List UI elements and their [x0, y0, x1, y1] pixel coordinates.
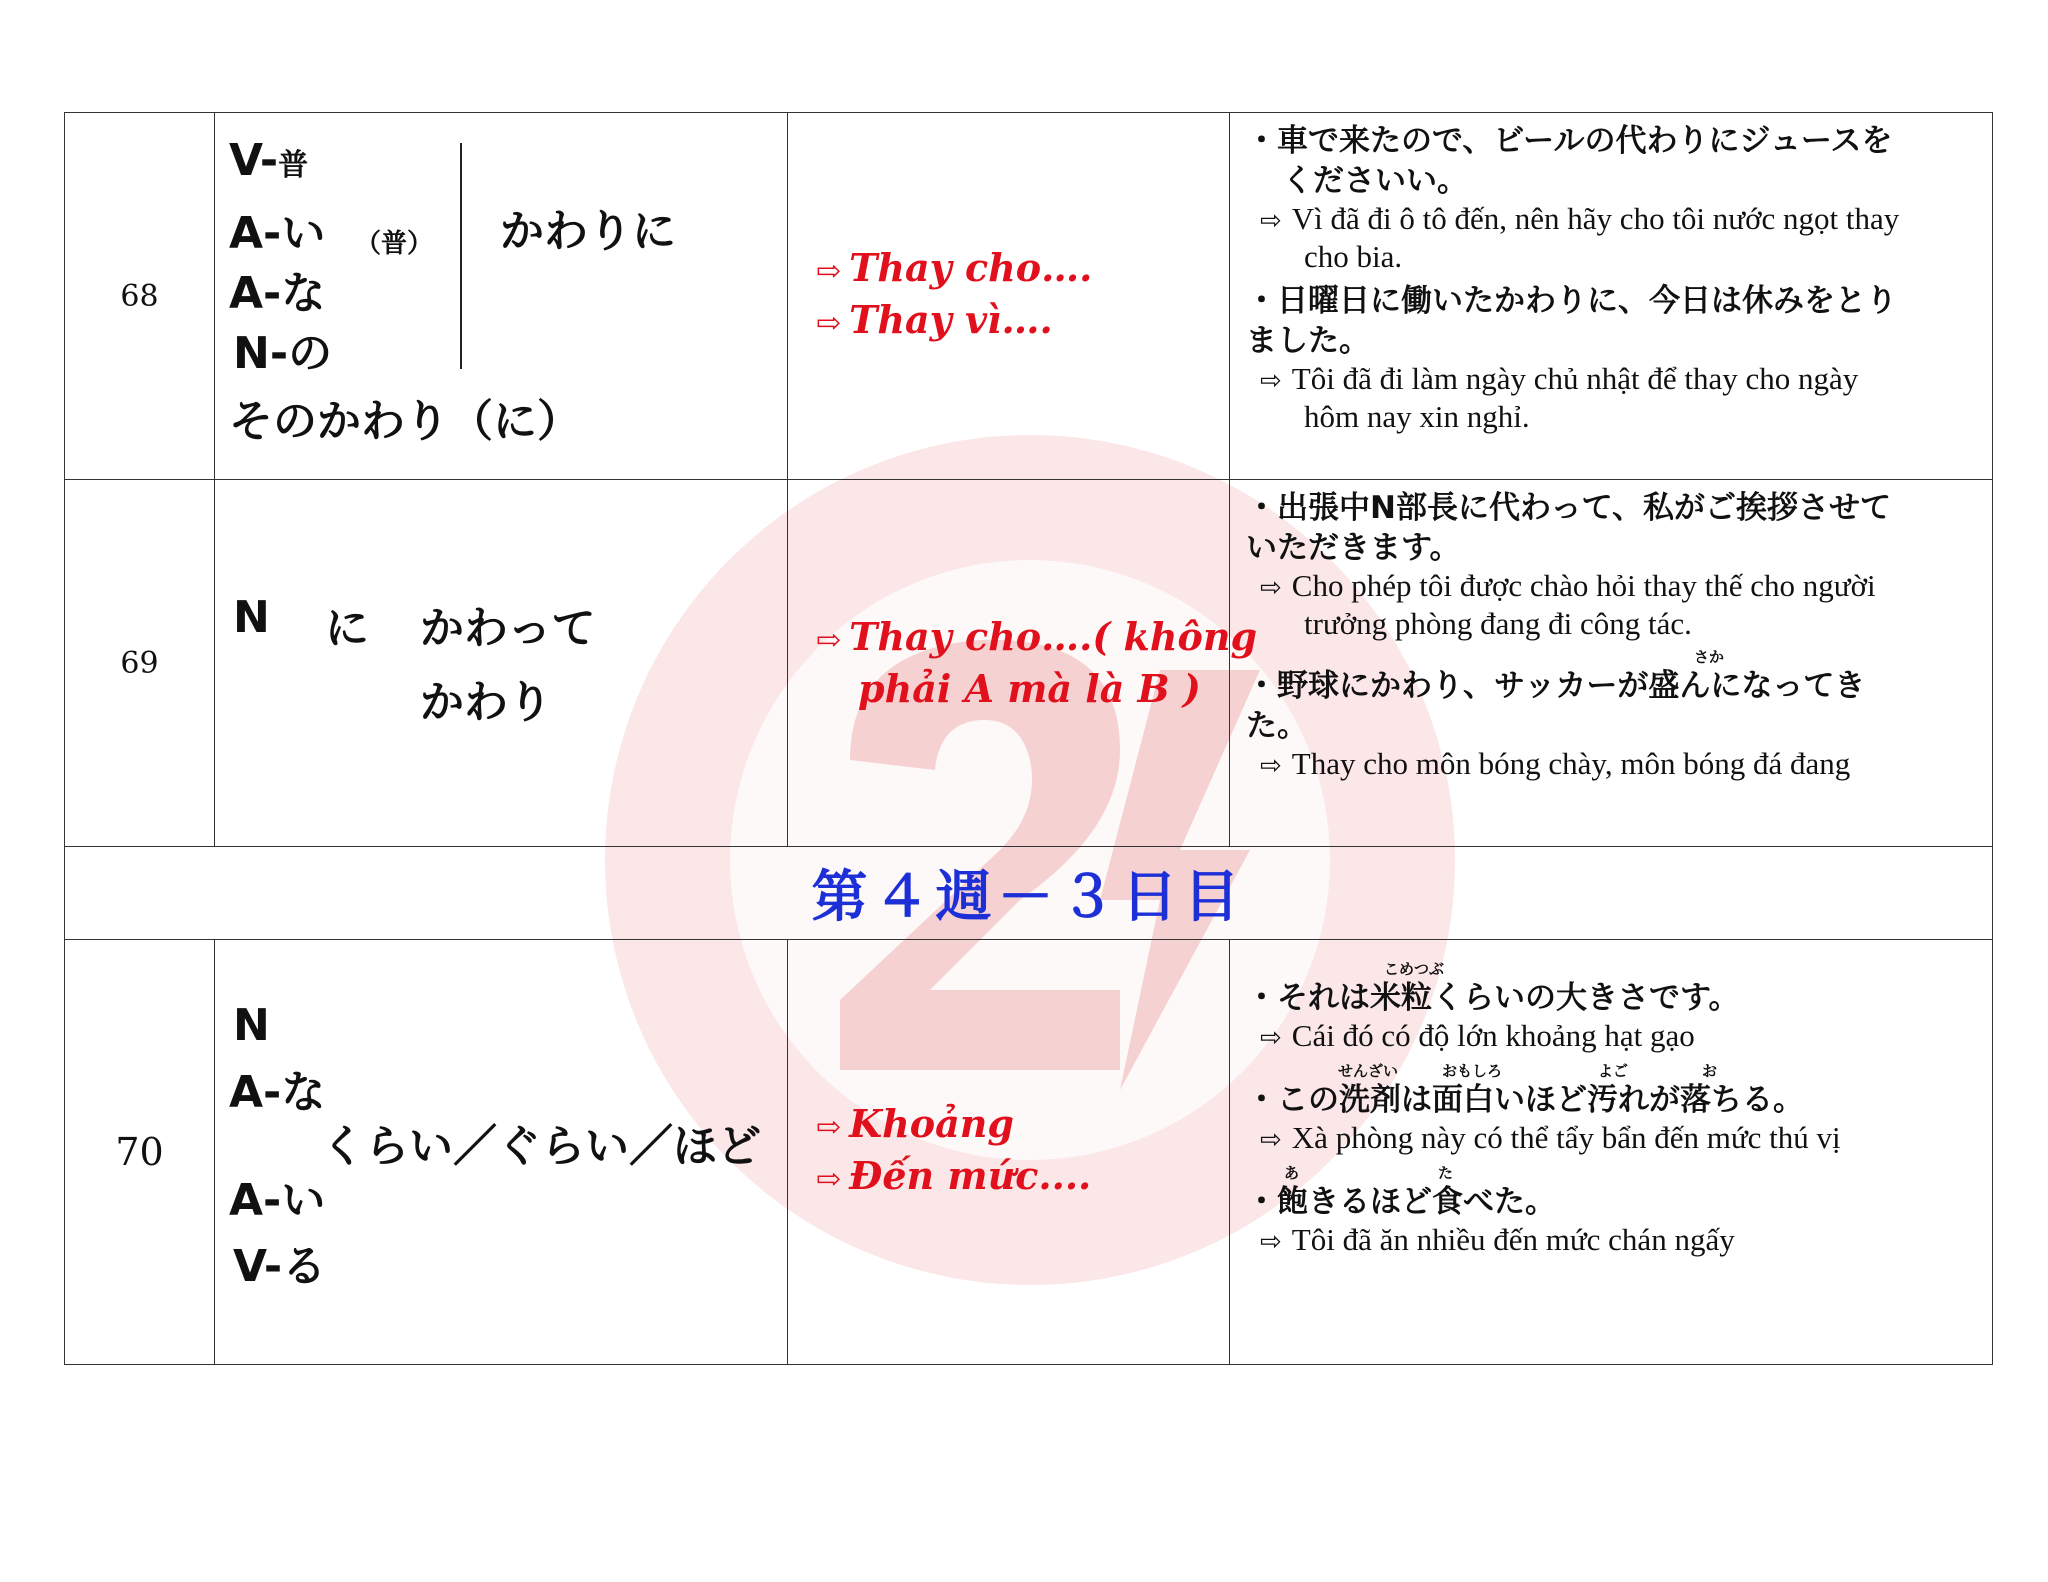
meaning-cell	[788, 113, 1230, 480]
meaning-line: ⇨ Thay cho….	[816, 245, 1093, 290]
grammar-form	[215, 480, 788, 847]
meaning-line: ⇨ Thay cho….( không	[816, 614, 1258, 659]
form-pattern: くらい／ぐらい／ほど	[321, 1121, 761, 1172]
example-vn: ⇨ Cái đó có độ lớn khoảng hạt gạo	[1260, 1018, 1695, 1053]
arrow-icon: ⇨	[1260, 1023, 1282, 1053]
form-line: V-普	[229, 135, 309, 186]
form-line: A-な	[229, 268, 326, 319]
meaning-line: phải A mà là B )	[858, 666, 1201, 711]
examples-cell	[1230, 480, 1993, 847]
form-note: （普）	[355, 229, 434, 259]
arrow-icon: ⇨	[1260, 1227, 1282, 1257]
examples-cell	[1230, 940, 1993, 1365]
arrow-icon: ⇨	[1260, 366, 1282, 396]
meaning-cell	[788, 940, 1230, 1365]
example-vn: ⇨ Xà phòng này có thể tẩy bẩn đến mức thú vị	[1260, 1120, 1841, 1155]
furigana: こめつぶ	[1384, 960, 1445, 978]
form-pattern: かわって	[420, 603, 596, 654]
furigana: せんざい おもしろ よご お	[1338, 1062, 1718, 1080]
arrow-icon: ⇨	[816, 623, 842, 658]
grammar-form	[215, 113, 788, 480]
week-title: 第４週－３日目	[65, 847, 1993, 940]
furigana: あ た	[1284, 1164, 1454, 1182]
meaning-line: ⇨ Đến mức....	[816, 1153, 1092, 1198]
grammar-form	[215, 940, 788, 1365]
example-vn: ⇨ Vì đã đi ô tô đến, nên hãy cho tôi nước ngọt thay cho bia.	[1260, 201, 1900, 274]
arrow-icon: ⇨	[816, 1110, 842, 1145]
arrow-icon: ⇨	[816, 1162, 842, 1197]
form-line: V-る	[233, 1241, 327, 1292]
example-jp: ・車で来たので、ビールの代わりにジュースを	[1246, 123, 1893, 159]
bracket-line	[460, 143, 462, 369]
form-line: N-の	[233, 328, 333, 379]
table-row	[65, 940, 1993, 1365]
arrow-icon: ⇨	[1260, 206, 1282, 236]
example-jp: いただきます。	[1246, 530, 1461, 566]
grammar-table	[64, 112, 1993, 1365]
example-jp: ・日曜日に働いたかわりに、今日は休みをとり	[1246, 283, 1897, 319]
example-vn: ⇨ Tôi đã đi làm ngày chủ nhật để thay cho ngày hôm nay xin nghỉ.	[1260, 361, 1859, 434]
example-jp: ・野球にかわり、サッカーが盛んになってき	[1246, 668, 1866, 704]
form-noun: N	[233, 592, 270, 643]
form-line: N	[233, 1000, 270, 1051]
table-row	[65, 480, 1993, 847]
row-number: 68	[65, 113, 215, 480]
form-line: A-い	[229, 1175, 326, 1226]
example-jp: ・出張中N部長に代わって、私がご挨拶させて	[1246, 490, 1892, 526]
example-jp: ・飽きるほど食べた。	[1246, 1184, 1556, 1220]
meaning-line: ⇨ Thay vì….	[816, 297, 1053, 342]
week-header-row	[65, 847, 1993, 940]
form-pattern: かわりに	[500, 206, 676, 257]
arrow-icon: ⇨	[1260, 1125, 1282, 1155]
arrow-icon: ⇨	[1260, 751, 1282, 781]
example-jp: ・それは米粒くらいの大きさです。	[1246, 980, 1740, 1016]
arrow-icon: ⇨	[816, 254, 842, 289]
meaning-line: ⇨ Khoảng	[816, 1101, 1014, 1146]
example-vn: ⇨ Cho phép tôi được chào hỏi thay thế cho người trưởng phòng đang đi công tác.	[1260, 568, 1876, 641]
row-number: 69	[65, 480, 215, 847]
form-line: A-な	[229, 1067, 326, 1118]
example-vn: ⇨ Tôi đã ăn nhiều đến mức chán ngấy	[1260, 1222, 1735, 1257]
form-alt-pattern: そのかわり（に）	[229, 396, 581, 447]
arrow-icon: ⇨	[816, 306, 842, 341]
example-jp: ました。	[1246, 323, 1370, 359]
table-row	[65, 113, 1993, 480]
form-line: A-い	[229, 208, 326, 259]
example-vn: ⇨ Thay cho môn bóng chày, môn bóng đá đang	[1260, 746, 1851, 781]
form-particle: に	[325, 603, 369, 654]
example-jp: ・この洗剤は面白いほど汚れが落ちる。	[1246, 1082, 1804, 1118]
meaning-cell	[788, 480, 1258, 847]
furigana: さか	[1694, 648, 1725, 666]
arrow-icon: ⇨	[1260, 573, 1282, 603]
form-pattern: かわり	[420, 677, 552, 728]
example-jp: くださいい。	[1282, 163, 1468, 199]
row-number: 70	[65, 940, 215, 1365]
example-jp: た。	[1246, 708, 1308, 744]
examples-cell	[1230, 113, 1993, 480]
